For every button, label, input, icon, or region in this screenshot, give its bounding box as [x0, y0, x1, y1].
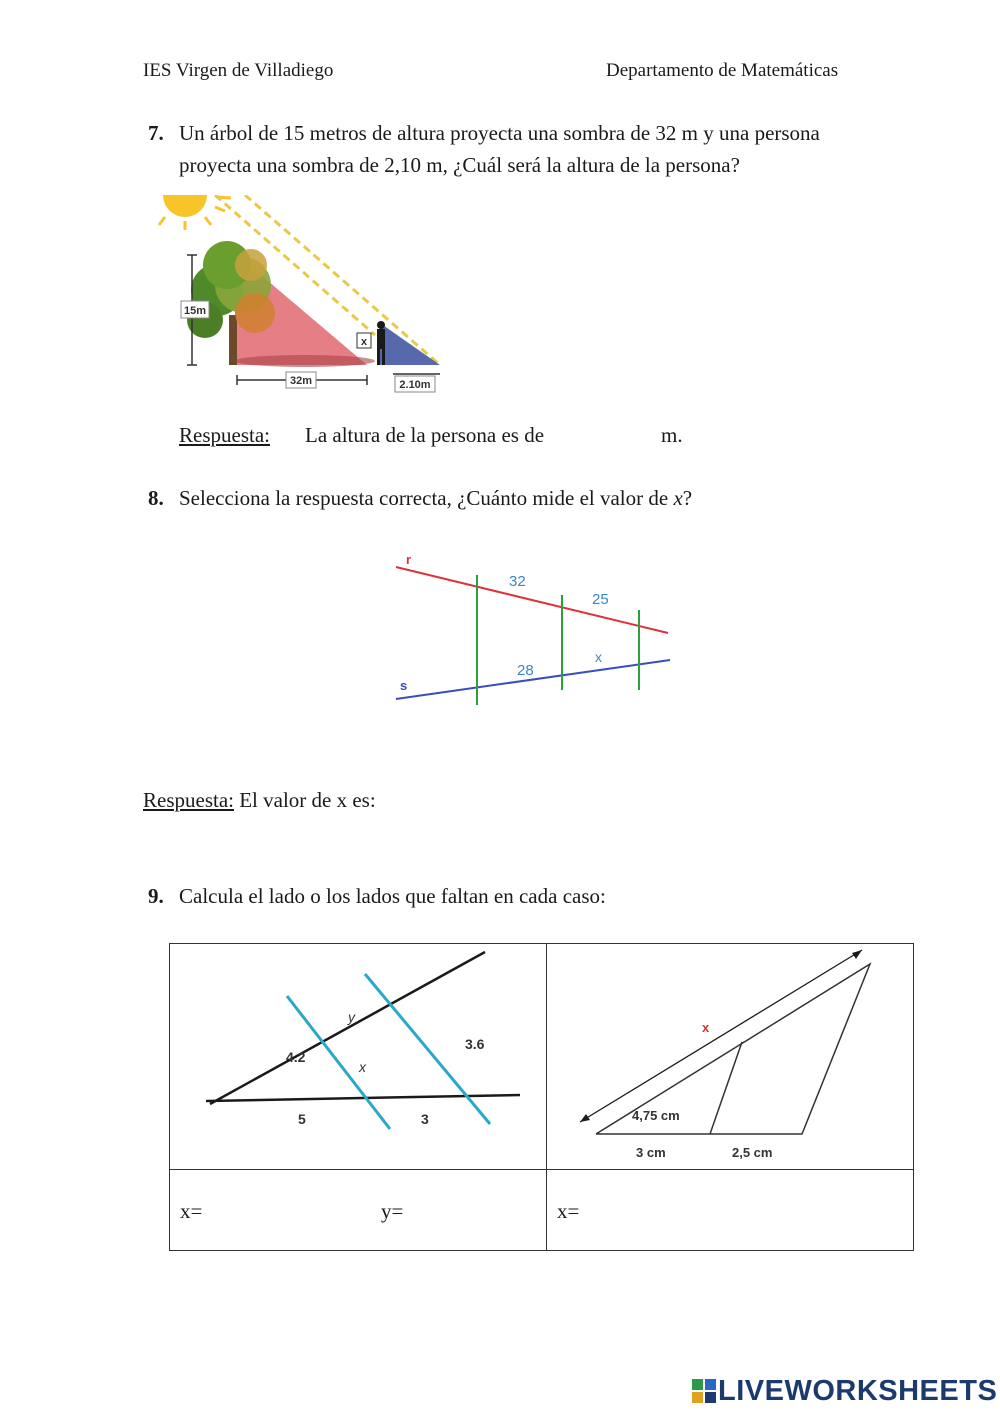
answer-unit: m.: [661, 423, 683, 447]
question-text: Selecciona la respuesta correcta, ¿Cuánto mide el valor de: [179, 486, 669, 510]
question-text-line1: Un árbol de 15 metros de altura proyecta una sombra de 32 m y una persona: [179, 121, 820, 145]
right-x-input[interactable]: [588, 1199, 788, 1227]
question-number: 9.: [148, 884, 164, 908]
liveworksheets-logo: [692, 1375, 998, 1411]
height-label: 15m: [183, 305, 207, 317]
segment-label: 32: [509, 573, 526, 590]
answer-label: Respuesta:: [179, 423, 270, 447]
left-x-label: x=: [180, 1199, 203, 1223]
transversal-line: [210, 952, 485, 1104]
person-shadow-triangle: [380, 323, 440, 365]
logo-text: LIVEWORKSHEETS: [718, 1375, 998, 1407]
answer-label: Respuesta:: [143, 788, 234, 812]
right-figure: [570, 944, 910, 1166]
department-name: Departamento de Matemáticas: [606, 60, 839, 81]
arrow-line: [580, 950, 862, 1122]
left-x-input[interactable]: [210, 1199, 370, 1227]
side-label: 4,75 cm: [632, 1108, 680, 1123]
segment-label: 25: [592, 591, 609, 608]
tree-shadow-figure: [155, 195, 450, 395]
ground-shadow: [235, 355, 375, 367]
segment-label: y: [348, 1009, 355, 1025]
answer-input-blank[interactable]: [582, 419, 654, 447]
arrow-head-icon: [580, 1114, 590, 1122]
arrow-head-icon: [852, 950, 862, 959]
question-number: 8.: [148, 486, 164, 510]
q8-answer-row: [143, 784, 376, 816]
unknown-label: x: [702, 1020, 710, 1035]
line-s-label: s: [400, 678, 408, 693]
parallel-segment: [710, 1042, 742, 1134]
question-8: [0, 482, 1000, 516]
logo-icon: [692, 1379, 716, 1403]
q7-answer-row: [179, 419, 270, 451]
question-variable: x: [673, 486, 683, 510]
segment-label: 5: [298, 1111, 306, 1127]
question-text: Calcula el lado o los lados que faltan en cada caso:: [179, 884, 606, 908]
unknown-label: x: [360, 336, 368, 348]
table-divider: [546, 944, 547, 1250]
question-text-line2: proyecta una sombra de 2,10 m, ¿Cuál será la altura de la persona?: [179, 153, 740, 177]
answer-input-blank[interactable]: [412, 784, 532, 814]
question-9: [0, 880, 1000, 914]
base-label: 2,5 cm: [732, 1145, 773, 1160]
segment-label: 28: [517, 662, 534, 679]
left-y-label: y=: [381, 1199, 404, 1223]
segment-label: 3: [421, 1111, 429, 1127]
segment-label: x: [595, 649, 602, 665]
segment-label: 4.2: [286, 1049, 306, 1065]
answer-text: El valor de x es:: [239, 788, 376, 812]
segment-label: 3.6: [465, 1036, 485, 1052]
table-divider: [170, 1169, 913, 1170]
left-y-input[interactable]: [410, 1199, 530, 1227]
question-7: [0, 117, 1000, 187]
question-number: 7.: [148, 121, 164, 145]
q9-table: [169, 943, 914, 1251]
base-label: 3 cm: [636, 1145, 666, 1160]
school-name: IES Virgen de Villadiego: [143, 60, 334, 81]
left-figure: [190, 944, 530, 1166]
question-text-end: ?: [682, 486, 693, 510]
line-r: [396, 567, 668, 633]
person-shadow-label: 2.10m: [399, 379, 431, 391]
segment-label: x: [359, 1059, 366, 1075]
thales-figure: [390, 545, 680, 715]
answer-text: La altura de la persona es de: [305, 423, 545, 447]
tree-shadow-label: 32m: [289, 375, 313, 387]
line-r-label: r: [406, 552, 412, 567]
right-x-label: x=: [557, 1199, 580, 1223]
